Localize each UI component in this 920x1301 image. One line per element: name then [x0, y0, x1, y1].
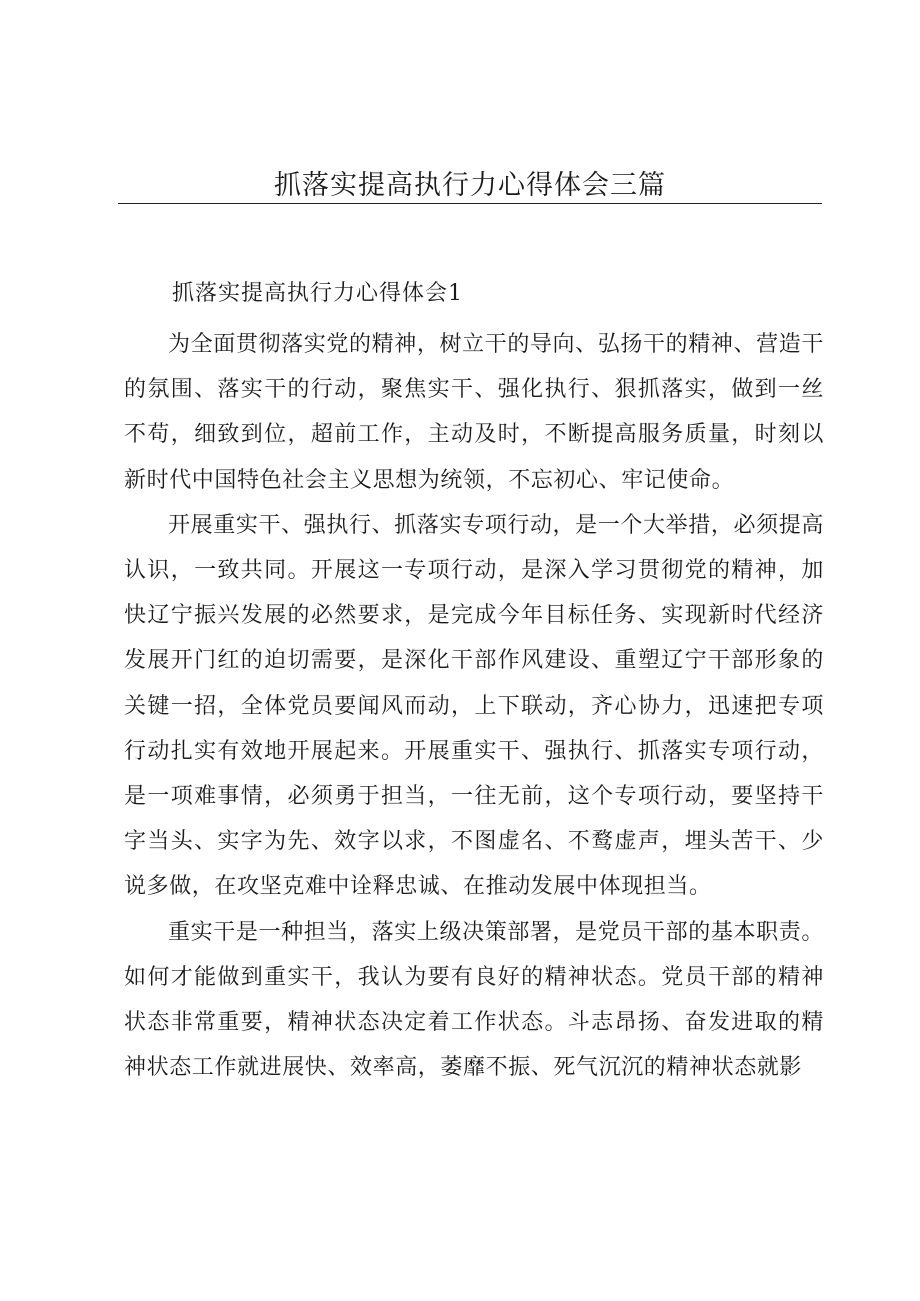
paragraph-1: 为全面贯彻落实党的精神，树立干的导向、弘扬干的精神、营造干的氛围、落实干的行动，聚焦实干、强化执行、狠抓落实，做到一丝不苟，细致到位，超前工作，主动及时，不断提高服务质量，时刻以新时代中国特色社会主义思想为统领，不忘初心、牢记使命。 — [124, 332, 824, 493]
document-title: 抓落实提高执行力心得体会三篇 — [274, 170, 666, 201]
paragraph-2: 开展重实干、强执行、抓落实专项行动，是一个大举措，必须提高认识，一致共同。开展这一专项行动，是深入学习贯彻党的精神，加快辽宁振兴发展的必然要求，是完成今年目标任务、实现新时代经济发展开门红的迫切需要，是深化干部作风建设、重塑辽宁干部形象的关键一招，全体党员要闻风而动，上下联动，齐心协力，迅速把专项行动扎实有效地开展起来。开展重实干、强执行、抓落实专项行动，是一项难事情，必须勇于担当，一往无前，这个专项行动，要坚持干字当头、实字为先、效字以求，不图虚名、不鹜虚声，埋头苦干、少说多做，在攻坚克难中诠释忠诚、在推动发展中体现担当。 — [124, 512, 824, 900]
section-heading: 抓落实提高执行力心得体会1 — [172, 281, 463, 306]
title-divider — [118, 203, 822, 204]
paragraph-3: 重实干是一种担当，落实上级决策部署，是党员干部的基本职责。如何才能做到重实干，我认为要有良好的精神状态。党员干部的精神状态非常重要，精神状态决定着工作状态。斗志昂扬、奋发进取的精神状态工作就进展快、效率高，萎靡不振、死气沉沉的精神状态就影 — [124, 919, 824, 1081]
document-body — [124, 322, 824, 1090]
